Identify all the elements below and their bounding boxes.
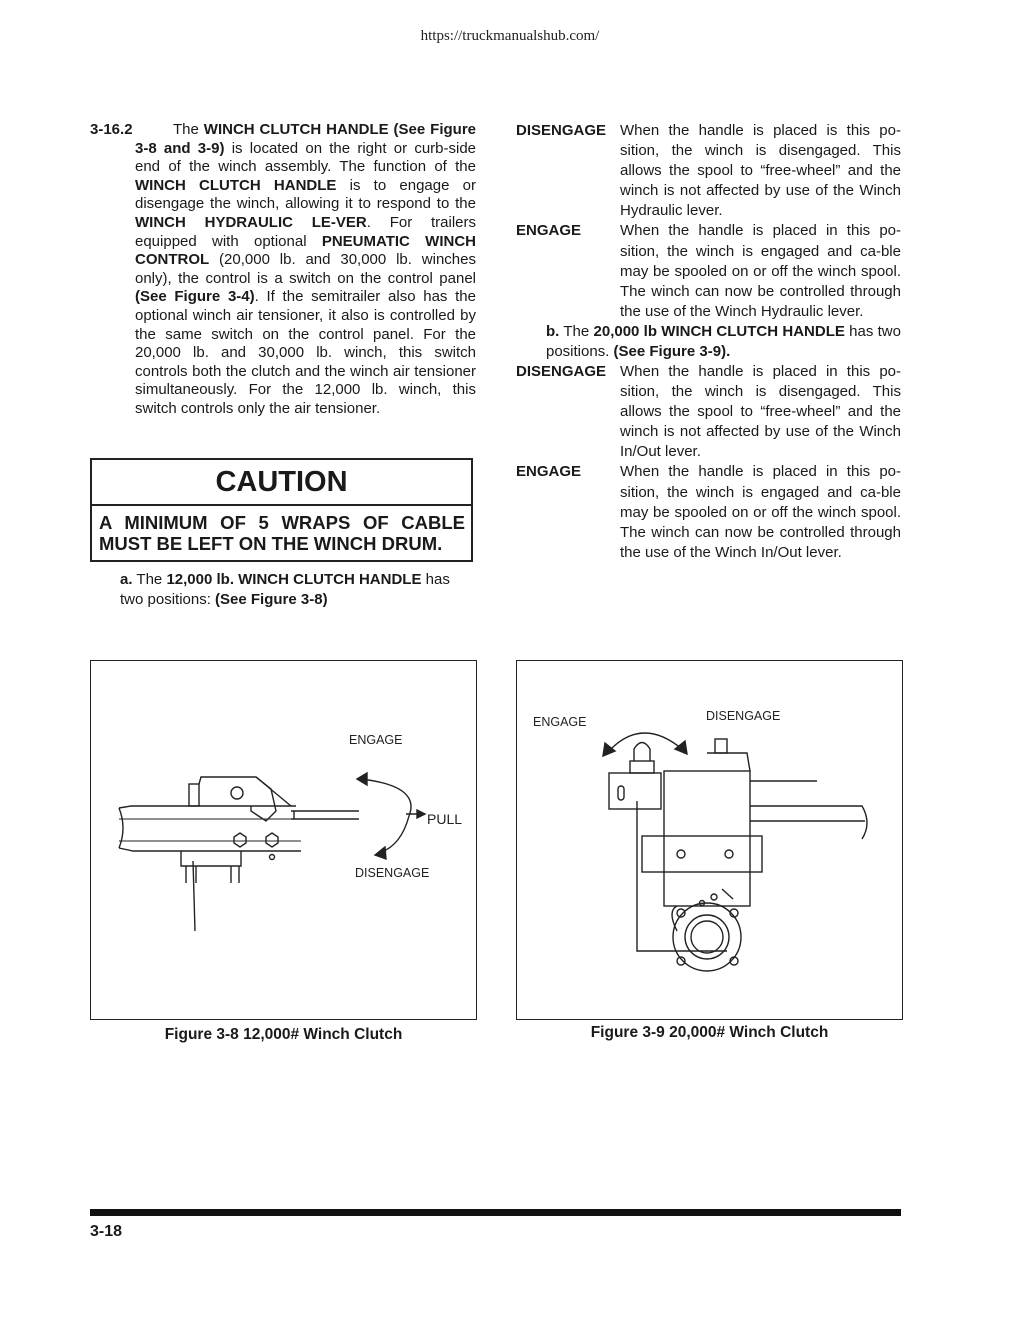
text-run: The [173, 121, 204, 138]
bold-run: (See Figure 3-8) [215, 591, 328, 608]
fig2-disengage-label: DISENGAGE [706, 709, 781, 723]
defs-20k [516, 362, 901, 563]
definition-term: ENGAGE [516, 463, 582, 481]
item-a [120, 570, 476, 610]
figure-3-9-caption: Figure 3-9 20,000# Winch Clutch [590, 1024, 829, 1041]
bold-run: (See Figure 3-4) [135, 288, 255, 306]
item-b-text [546, 323, 901, 360]
bold-run: WINCH CLUTCH HANDLE (See Figure 3-8 and 3-9) [135, 121, 476, 157]
bold-run: 20,000 lb WINCH CLUTCH HANDLE [593, 322, 845, 340]
definition-row [516, 362, 901, 462]
definition-term: DISENGAGE [516, 362, 607, 380]
item-a-text [120, 571, 450, 608]
definition-text: When the handle is placed is this po-sition, the winch is disengaged. This allows the spool to “free-wheel” and the winch is not affected by use of the Winch Hydraulic lever. [620, 122, 901, 220]
definition-term: ENGAGE [516, 222, 582, 240]
text-run: is to engage or disengage the winch, allowing it to respond to the [135, 176, 476, 213]
text-run: has two positions. [546, 322, 901, 360]
definition-row [516, 221, 901, 321]
definition-text: When the handle is placed in this po-sition, the winch is engaged and ca-ble may be spooled on or off the winch spool. The winch can now be controlled through the use of the Winch In/Out lever. [620, 463, 901, 561]
page-number: 3-18 [90, 1223, 123, 1240]
section-number: 3-16.2 [90, 121, 133, 138]
figure-3-8 [90, 660, 477, 1020]
bold-run: 12,000 lb. WINCH CLUTCH HANDLE [166, 571, 422, 588]
bold-run: WINCH CLUTCH HANDLE [135, 176, 337, 194]
defs-12k [516, 121, 901, 322]
text-run: The [136, 571, 167, 588]
item-b-label: b. [546, 322, 560, 340]
definition-text: When the handle is placed in this po-sition, the winch is engaged and ca-ble may be spooled on or off the winch spool. The winch can now be controlled through the use of the Winch Hydraulic lever. [620, 222, 901, 320]
fig1-disengage-label: DISENGAGE [355, 866, 430, 880]
figure-3-8-caption: Figure 3-8 12,000# Winch Clutch [164, 1026, 403, 1043]
definition-text: When the handle is placed in this po-sition, the winch is disengaged. This allows the spool to “free-wheel” and the winch is not affected by use of the Winch In/Out lever. [620, 362, 901, 461]
figure-3-9 [516, 660, 903, 1020]
fig1-engage-label: ENGAGE [349, 733, 403, 747]
right-column [516, 121, 901, 563]
caution-box [90, 458, 473, 562]
fig2-engage-label: ENGAGE [533, 715, 587, 729]
definition-term: DISENGAGE [516, 122, 607, 139]
text-run: . For trailers equipped with optional [135, 213, 477, 250]
figure-3-8-drawing [91, 661, 478, 1021]
section-paragraph [135, 121, 476, 419]
definition-row [516, 121, 901, 221]
item-a-label: a. [120, 571, 133, 588]
text-run: The [563, 322, 594, 340]
header-url: https://truckmanualshub.com/ [420, 28, 600, 44]
definition-row [516, 462, 901, 562]
bold-run: WINCH HYDRAULIC LE-VER [135, 213, 367, 231]
section-3-16-2 [90, 121, 476, 419]
caution-message: A MINIMUM OF 5 WRAPS OF CABLE MUST BE LEFT ON THE WINCH DRUM. [99, 512, 465, 554]
bold-run: PNEUMATIC WINCH CONTROL [135, 232, 476, 269]
text-run: has two positions: [120, 571, 450, 608]
text-run: is located on the right or curb-side end of the winch assembly. The function of the [135, 139, 477, 176]
caution-title: CAUTION [92, 460, 471, 506]
text-run: . If the semitrailer also has the optional winch air tensioner, it also is controlled by the same switch on the control panel. For the 20,000 lb. and 30,000 lb. winch, this switch controls both the clutch and the winch air tensioner simultaneously. For the 12,000 lb. winch, this switch controls only the air tensioner. [135, 288, 476, 417]
footer-rule [90, 1209, 901, 1216]
item-b [516, 322, 901, 362]
bold-run: (See Figure 3-9). [613, 342, 731, 360]
text-run: (20,000 lb. and 30,000 lb. winches only), the control is a switch on the control panel [135, 251, 476, 287]
fig1-pull-label: PULL [427, 811, 463, 827]
